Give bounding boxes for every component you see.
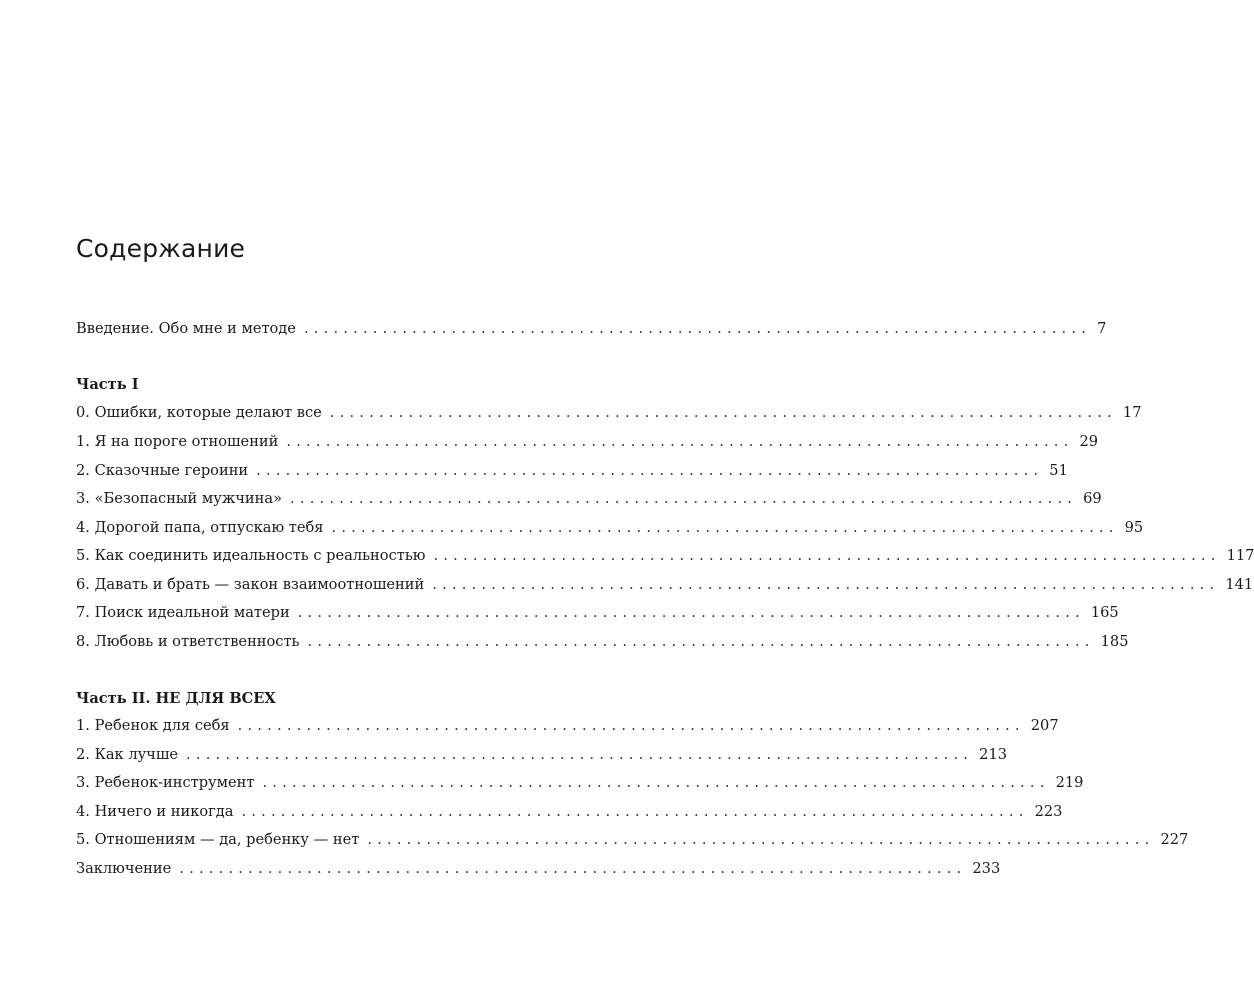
toc-entry-page: 17 bbox=[1122, 404, 1142, 421]
toc-entry-label: 5. Отношениям — да, ребенку — нет bbox=[76, 831, 360, 848]
leader-dots: ................................................................................ bbox=[303, 320, 1092, 337]
leader-dots: ................................................................................ bbox=[286, 433, 1074, 450]
toc-entry-page: 223 bbox=[1034, 803, 1063, 820]
toc-entry[interactable] bbox=[76, 773, 1084, 793]
toc-entry-label: 4. Ничего и никогда bbox=[76, 803, 234, 820]
toc-entry-page: 69 bbox=[1083, 490, 1102, 507]
toc-entry-page: 117 bbox=[1226, 547, 1254, 564]
toc-entry-label: 1. Ребенок для себя bbox=[76, 717, 230, 734]
toc-entry-page: 165 bbox=[1090, 604, 1119, 621]
toc-entry[interactable] bbox=[76, 403, 1142, 423]
leader-dots: ................................................................................ bbox=[186, 746, 974, 763]
toc-entry-page: 219 bbox=[1055, 774, 1084, 791]
toc-entry[interactable] bbox=[76, 461, 1068, 481]
leader-dots: ................................................................................ bbox=[297, 604, 1085, 621]
toc-entry[interactable] bbox=[76, 603, 1119, 623]
toc-entry-page: 233 bbox=[972, 860, 1001, 877]
toc-entry-label: 2. Как лучше bbox=[76, 746, 179, 763]
toc-entry[interactable] bbox=[76, 745, 1008, 765]
leader-dots: ................................................................................ bbox=[290, 490, 1078, 507]
leader-dots: ................................................................................ bbox=[262, 774, 1050, 791]
toc-entry-intro[interactable] bbox=[76, 319, 1107, 339]
leader-dots: ................................................................................ bbox=[367, 831, 1155, 848]
toc-entry-page: 213 bbox=[979, 746, 1008, 763]
part-1-heading: Часть I bbox=[76, 376, 139, 393]
toc-entry-label: 8. Любовь и ответственность bbox=[76, 633, 300, 650]
toc-entry[interactable] bbox=[76, 802, 1063, 822]
toc-title: Содержание bbox=[76, 234, 246, 263]
toc-entry-page: 207 bbox=[1030, 717, 1059, 734]
toc-entry-label: Введение. Обо мне и методе bbox=[76, 320, 296, 337]
toc-entry-label: 4. Дорогой папа, отпускаю тебя bbox=[76, 519, 324, 536]
toc-entry[interactable] bbox=[76, 489, 1102, 509]
toc-entry[interactable] bbox=[76, 575, 1254, 595]
toc-page bbox=[76, 0, 1254, 1001]
toc-entry-label: 3. «Безопасный мужчина» bbox=[76, 490, 283, 507]
toc-entry[interactable] bbox=[76, 546, 1254, 566]
toc-entry-conclusion[interactable] bbox=[76, 859, 1001, 879]
toc-entry-label: 7. Поиск идеальной матери bbox=[76, 604, 290, 621]
toc-entry-page: 185 bbox=[1100, 633, 1129, 650]
toc-entry-page: 141 bbox=[1225, 576, 1254, 593]
leader-dots: ................................................................................ bbox=[256, 462, 1044, 479]
toc-entry[interactable] bbox=[76, 830, 1189, 850]
toc-entry[interactable] bbox=[76, 518, 1144, 538]
toc-entry-label: 0. Ошибки, которые делают все bbox=[76, 404, 322, 421]
toc-entry-label: 6. Давать и брать — закон взаимоотношений bbox=[76, 576, 425, 593]
leader-dots: ................................................................................ bbox=[179, 860, 967, 877]
leader-dots: ................................................................................ bbox=[307, 633, 1095, 650]
toc-entry-page: 95 bbox=[1124, 519, 1144, 536]
leader-dots: ................................................................................ bbox=[329, 404, 1117, 421]
toc-entry-page: 227 bbox=[1160, 831, 1189, 848]
toc-entry-page: 7 bbox=[1097, 320, 1107, 337]
toc-entry-page: 51 bbox=[1049, 462, 1068, 479]
toc-entry-label: 3. Ребенок-инструмент bbox=[76, 774, 255, 791]
leader-dots: ................................................................................ bbox=[331, 519, 1119, 536]
toc-entry[interactable] bbox=[76, 432, 1099, 452]
toc-entry[interactable] bbox=[76, 632, 1129, 652]
leader-dots: ................................................................................ bbox=[433, 547, 1221, 564]
toc-entry-label: 5. Как соединить идеальность с реальностью bbox=[76, 547, 426, 564]
toc-entry-page: 29 bbox=[1079, 433, 1099, 450]
part-2-heading: Часть II. НЕ ДЛЯ ВСЕХ bbox=[76, 690, 276, 707]
leader-dots: ................................................................................ bbox=[432, 576, 1220, 593]
leader-dots: ................................................................................ bbox=[237, 717, 1025, 734]
leader-dots: ................................................................................ bbox=[241, 803, 1029, 820]
toc-entry[interactable] bbox=[76, 716, 1059, 736]
toc-entry-label: 1. Я на пороге отношений bbox=[76, 433, 279, 450]
toc-entry-label: Заключение bbox=[76, 860, 172, 877]
toc-entry-label: 2. Сказочные героини bbox=[76, 462, 249, 479]
